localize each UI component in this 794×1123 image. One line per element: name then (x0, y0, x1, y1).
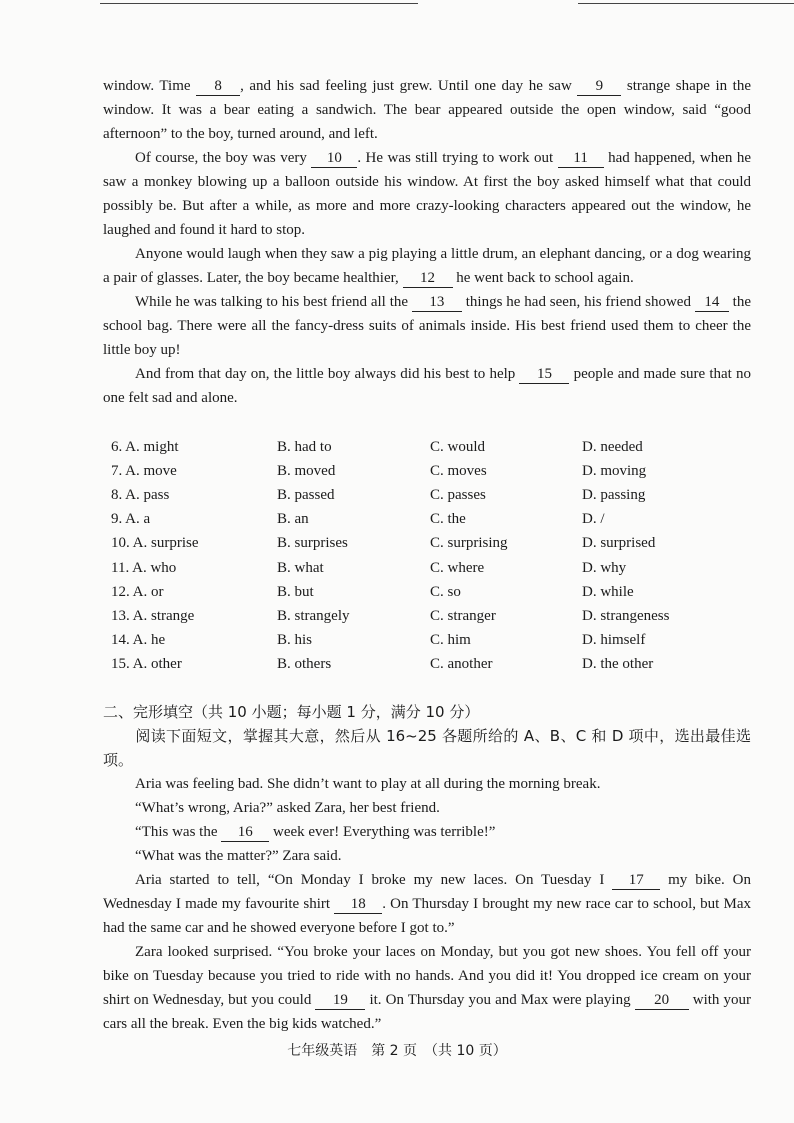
blank-15: 15 (519, 365, 569, 384)
option-d: D. why (582, 559, 627, 576)
blank-8: 8 (196, 77, 240, 96)
option-d: D. moving (582, 463, 647, 480)
blank-17: 17 (612, 871, 660, 890)
option-a: 13. A. strange (111, 607, 195, 624)
option-c: C. so (430, 583, 461, 600)
passage2-line-3: “This was the 16 week ever! Everything was terrible!” (135, 824, 496, 840)
passage2-paragraph-5: Aria started to tell, “On Monday I broke my new laces. On Tuesday I 17 my bike. On Wednesday I made my favourite shirt 18 . On Thursday I brought my new race car to school, but Max had the same car and he showed everyone before I got to.” (103, 872, 752, 936)
option-d: D. while (582, 583, 634, 600)
option-c: C. where (430, 559, 485, 576)
option-a: 12. A. or (111, 583, 164, 600)
option-row (111, 483, 751, 507)
passage2-line-2: “What’s wrong, Aria?” asked Zara, her best friend. (135, 800, 440, 816)
option-row (111, 604, 751, 628)
option-c: C. him (430, 631, 471, 648)
option-c: C. stranger (430, 607, 496, 624)
passage2-line-4: “What was the matter?” Zara said. (135, 848, 342, 864)
paragraph-1: window. Time 8 , and his sad feeling just grew. Until one day he saw 9 strange shape in the window. It was a bear eating a sandwich. The bear appeared outside the open window, said “good afternoon” to the boy, turned around, and left. (103, 78, 751, 142)
option-d: D. surprised (582, 535, 656, 552)
option-row (111, 435, 751, 459)
option-a: 9. A. a (111, 511, 151, 528)
option-b: B. moved (277, 463, 336, 480)
paragraph-5: And from that day on, the little boy always did his best to help 15 people and made sure that no one felt sad and alone. (103, 366, 752, 406)
option-d: D. passing (582, 487, 646, 504)
section-instruction: 阅读下面短文，掌握其大意，然后从 16~25 各题所给的 A、B、C 和 D 项中，选出最佳选项。 (103, 727, 751, 769)
option-c: C. surprising (430, 535, 508, 552)
option-b: B. had to (277, 439, 332, 455)
passage2-line-1: Aria was feeling bad. She didn’t want to play at all during the morning break. (135, 776, 601, 792)
blank-9: 9 (577, 77, 621, 96)
option-a: 14. A. he (111, 631, 166, 648)
option-a: 7. A. move (111, 463, 177, 480)
option-row (111, 652, 751, 676)
option-c: C. passes (430, 487, 486, 504)
option-b: B. but (277, 583, 314, 600)
blank-10: 10 (311, 149, 357, 168)
option-a: 10. A. surprise (111, 535, 199, 552)
option-b: B. his (277, 631, 313, 648)
option-row (111, 556, 751, 580)
top-rule-right (578, 3, 794, 4)
option-b: B. surprises (277, 535, 348, 552)
option-c: C. the (430, 511, 466, 528)
option-b: B. strangely (277, 607, 350, 624)
option-d: D. / (582, 511, 605, 528)
option-a: 15. A. other (111, 655, 182, 672)
blank-14: 14 (695, 293, 729, 312)
option-b: B. what (277, 559, 324, 576)
option-row (111, 531, 751, 555)
blank-11: 11 (558, 149, 604, 168)
option-d: D. the other (582, 655, 654, 672)
blank-20: 20 (635, 991, 689, 1010)
section-title: 二、完形填空（共 10 小题；每小题 1 分，满分 10 分） (103, 703, 480, 721)
option-b: B. passed (277, 487, 335, 504)
option-c: C. would (430, 439, 486, 455)
option-d: D. needed (582, 439, 643, 455)
option-a: 6. A. might (111, 439, 179, 455)
option-d: D. himself (582, 631, 646, 648)
top-rule-left (100, 3, 418, 4)
option-row (111, 507, 751, 531)
option-a: 8. A. pass (111, 487, 170, 504)
blank-18: 18 (334, 895, 382, 914)
option-b: B. others (277, 655, 332, 672)
blank-12: 12 (403, 269, 453, 288)
blank-13: 13 (412, 293, 462, 312)
option-row (111, 580, 751, 604)
option-d: D. strangeness (582, 607, 670, 624)
option-row (111, 628, 751, 652)
paragraph-4: While he was talking to his best friend all the 13 things he had seen, his friend showed 14 the school bag. There were all the fancy-dress suits of animals inside. His best friend used them to cheer the little boy up! (103, 294, 751, 358)
blank-19: 19 (315, 991, 365, 1010)
option-a: 11. A. who (111, 559, 177, 576)
option-c: C. another (430, 655, 493, 672)
option-b: B. an (277, 511, 309, 528)
passage2-paragraph-6: Zara looked surprised. “You broke your laces on Monday, but you got new shoes. You fell off your bike on Tuesday because you tried to ride with no hands. And you did it! You dropped ice cream on your shirt on Wednesday, but you could 19 it. On Thursday you and Max were playing 20 with your cars all the break. Even the big kids watched.” (103, 944, 751, 1032)
paragraph-2: Of course, the boy was very 10 . He was still trying to work out 11 had happened, when he saw a monkey blowing up a balloon outside his window. At first the boy asked himself what that could possibly be. But after a while, as more and more crazy-looking characters appeared out the window, he laughed and found it hard to stop. (103, 150, 752, 238)
paragraph-3: Anyone would laugh when they saw a pig playing a little drum, an elephant dancing, or a dog wearing a pair of glasses. Later, the boy became healthier, 12 he went back to school again. (103, 246, 751, 286)
option-c: C. moves (430, 463, 487, 480)
option-row (111, 459, 751, 483)
page-footer: 七年级英语 第 2 页 （共 10 页） (287, 1043, 507, 1059)
blank-16: 16 (221, 823, 269, 842)
